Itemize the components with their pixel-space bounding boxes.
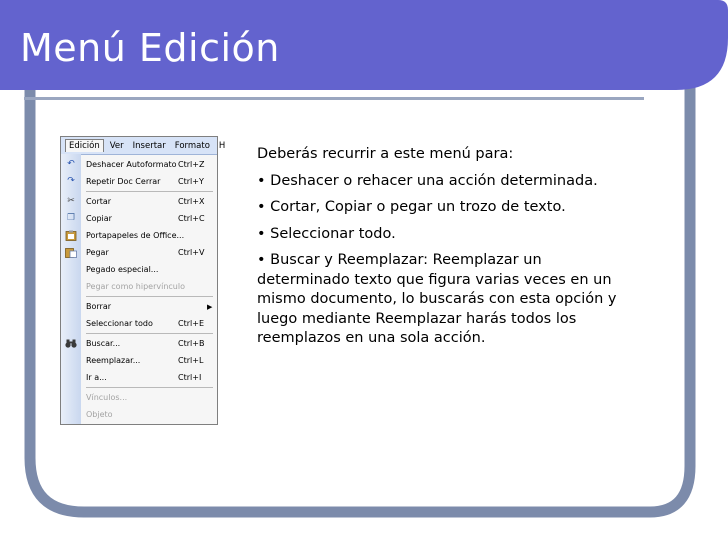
menubar-item-formato[interactable]: Formato	[174, 140, 210, 151]
menu-item-shortcut: Ctrl+Y	[178, 177, 204, 186]
menu-screenshot	[60, 136, 226, 425]
menubar-item-ayuda[interactable]: H	[218, 140, 226, 151]
menu-item-objeto	[61, 406, 217, 423]
edit-menu-dropdown	[61, 156, 217, 423]
menu-bar	[61, 137, 226, 155]
menu-item-shortcut: Ctrl+I	[178, 373, 202, 382]
submenu-arrow-icon: ▶	[207, 302, 213, 311]
menu-item-pegado-especial[interactable]	[61, 261, 217, 278]
menu-item-portapapeles[interactable]	[61, 227, 217, 244]
menu-item-reemplazar[interactable]	[61, 352, 217, 369]
menu-item-label: Portapapeles de Office...	[86, 231, 185, 240]
clipboard-icon	[65, 230, 77, 241]
menu-item-label: Reemplazar...	[86, 356, 141, 365]
copy-icon: ❐	[66, 213, 76, 223]
slide-body	[257, 145, 637, 356]
menu-item-label: Seleccionar todo	[86, 319, 153, 328]
menu-item-cortar[interactable]	[61, 193, 217, 210]
menu-item-label: Borrar	[86, 302, 112, 311]
menu-item-shortcut: Ctrl+B	[178, 339, 205, 348]
menu-item-shortcut: Ctrl+L	[178, 356, 204, 365]
menu-item-shortcut: Ctrl+E	[178, 319, 204, 328]
menu-item-label: Deshacer Autoformato	[86, 160, 177, 169]
menubar-item-insertar[interactable]: Insertar	[132, 140, 166, 151]
bullet-deshacer: • Deshacer o rehacer una acción determinada.	[257, 172, 598, 189]
bullet-buscar-reemplazar: • Buscar y Reemplazar: Reemplazar un determinado texto que figura varias veces en un mismo documento, lo buscarás con esta opción y luego mediante Reemplazar harás todos los reemplazos en una sola acción.	[257, 252, 617, 346]
menu-item-ir-a[interactable]	[61, 369, 217, 386]
menu-item-repetir[interactable]	[61, 173, 217, 190]
body-intro: Deberás recurrir a este menú para:	[257, 146, 514, 162]
menu-item-shortcut: Ctrl+C	[178, 214, 205, 223]
menu-item-seleccionar-todo[interactable]	[61, 315, 217, 332]
menu-item-label: Vínculos...	[86, 393, 128, 402]
scissors-icon: ✂	[67, 196, 75, 206]
menu-item-label: Repetir Doc Cerrar	[86, 177, 161, 186]
menu-item-shortcut: Ctrl+Z	[178, 160, 205, 169]
menu-item-vinculos	[61, 389, 217, 406]
menu-item-label: Pegado especial...	[86, 265, 159, 274]
slide-title: Menú Edición	[20, 26, 280, 70]
menubar-item-ver[interactable]: Ver	[109, 140, 124, 151]
menu-item-label: Pegar	[86, 248, 109, 257]
menu-item-copiar[interactable]	[61, 210, 217, 227]
undo-icon: ↶	[67, 159, 75, 169]
menu-item-label: Ir a...	[86, 373, 107, 382]
menu-item-label: Copiar	[86, 214, 112, 223]
menu-item-pegar-hipervinculo	[61, 278, 217, 295]
bullet-cortar-copiar-pegar: • Cortar, Copiar o pegar un trozo de texto.	[257, 199, 566, 215]
redo-icon: ↷	[67, 176, 75, 186]
bullet-seleccionar: • Seleccionar todo.	[257, 225, 396, 242]
menu-item-shortcut: Ctrl+V	[178, 248, 205, 257]
banner-rule	[24, 97, 644, 100]
menu-item-label: Objeto	[86, 410, 113, 419]
menu-item-shortcut: Ctrl+X	[178, 197, 205, 206]
menu-item-label: Cortar	[86, 197, 112, 206]
menu-item-pegar[interactable]	[61, 244, 217, 261]
menu-item-buscar[interactable]	[61, 335, 217, 352]
paste-icon	[65, 247, 77, 258]
binoculars-icon	[65, 338, 77, 349]
menu-item-label: Pegar como hipervínculo	[86, 282, 185, 291]
menubar-item-edicion[interactable]: Edición	[65, 139, 104, 152]
menu-item-borrar[interactable]	[61, 298, 217, 315]
menu-item-label: Buscar...	[86, 339, 121, 348]
menu-item-deshacer[interactable]	[61, 156, 217, 173]
